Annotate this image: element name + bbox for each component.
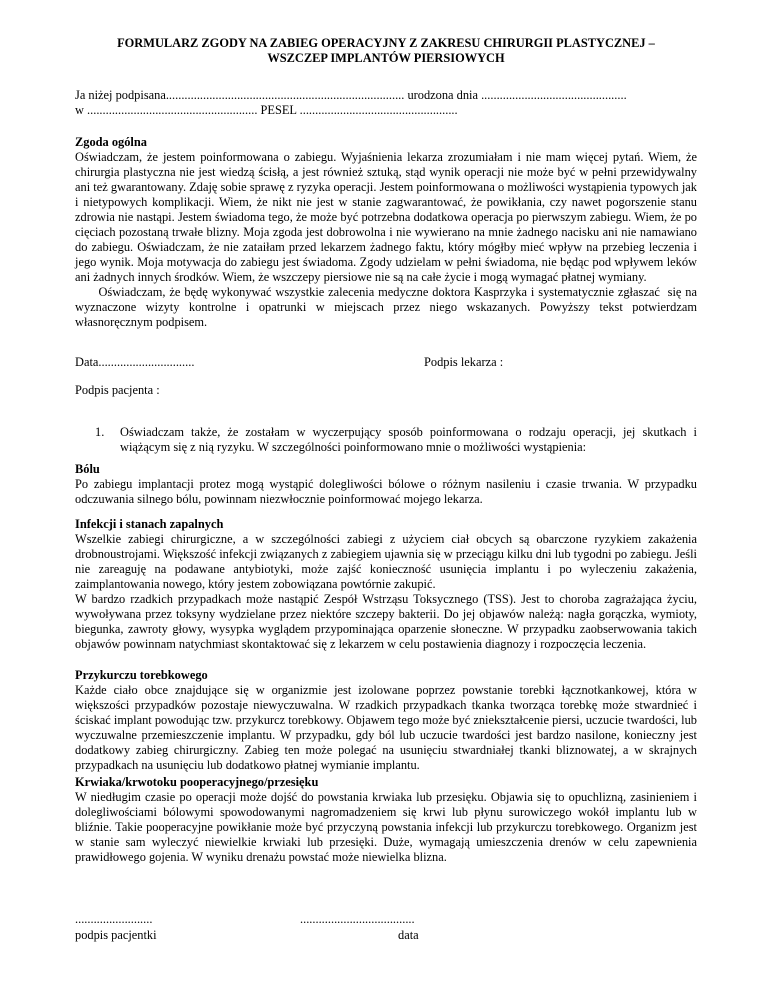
contracture-text: Każde ciało obce znajdujące się w organizmie jest izolowane poprzez powstanie torebki łącznotkankowej, która w większości przypadków pozostaje niewyczuwalna. W rzadkich przypadkach tkanka tworząca torebkę może stwardnieć i ściskać implant powodując tzw. przykurcz torebkowy. Objawem tego może być zniekształcenie piersi, uczucie twardości, lub wyczuwalne przemieszczenie implantu. W przypadku, gdy ból lub uczucie twardości jest bardzo nasilone, konieczny jest dodatkowy zabieg chirurgiczny. Zabieg ten może polegać na usunięciu stwardniałej tkanki bliznowatej, a w skrajnych przypadkach na usunięciu lub dodatkowo płatnej wymianie implantu. bbox=[75, 683, 697, 772]
patient-signature-line[interactable]: ......................... bbox=[75, 912, 153, 926]
pain-section bbox=[75, 462, 697, 507]
general-consent-section bbox=[75, 135, 701, 330]
patient-identity-section bbox=[75, 88, 697, 118]
pain-text: Po zabiegu implantacji protez mogą wystąpić dolegliwości bólowe o różnym nasileniu i czasie trwania. W przypadku odczuwania silnego bólu, powinnam niezwłocznie poinformować mojego lekarza. bbox=[75, 477, 697, 506]
general-consent-heading: Zgoda ogólna bbox=[75, 135, 147, 149]
place-pesel-field[interactable]: w ....................................................... PESEL ................................................... bbox=[75, 103, 458, 117]
title-line-1: FORMULARZ ZGODY NA ZABIEG OPERACYJNY Z ZAKRESU CHIRURGII PLASTYCZNEJ – bbox=[117, 36, 655, 50]
patient-signature-label: Podpis pacjenta : bbox=[75, 383, 160, 397]
name-birthdate-field[interactable]: Ja niżej podpisana............................................................................. urodzona dnia ............................................... bbox=[75, 88, 627, 102]
title-line-2: WSZCZEP IMPLANTÓW PIERSIOWYCH bbox=[267, 51, 505, 65]
statement-number: 1. bbox=[95, 425, 105, 439]
statement-text: Oświadczam także, że zostałam w wyczerpujący sposób poinformowana o rodzaju operacji, jej skutkach i wiążącym się z nią ryzyku. W szczególności poinformowano mnie o możliwości wystąpienia: bbox=[120, 425, 697, 454]
date-field[interactable]: Data............................... bbox=[75, 355, 195, 369]
date-signature-line[interactable]: ..................................... bbox=[300, 912, 415, 926]
infection-text-2: W bardzo rzadkich przypadkach może nastąpić Zespół Wstrząsu Toksycznego (TSS). Jest to choroba zagrażająca życiu, wywoływana przez toksyny wydzielane przez niektóre szczepy bakterii. Do jej objawów należą: nagła gorączka, wymioty, biegunka, zawroty głowy, wysypka wyglądem przypominająca oparzenie słoneczne. W przypadku zaobserwowania takich objawów powinnam natychmiast skontaktować się z lekarzem w celu postawienia diagnozy i rozpoczęcia leczenia. bbox=[75, 592, 697, 651]
document-title bbox=[75, 36, 697, 66]
date-caption: data bbox=[398, 928, 419, 942]
statement-item bbox=[75, 425, 697, 455]
hematoma-heading: Krwiaka/krwotoku pooperacyjnego/przesięku bbox=[75, 775, 319, 789]
hematoma-text: W niedługim czasie po operacji może dojść do powstania krwiaka lub przesięku. Objawia się to opuchlizną, zasinieniem i dolegliwościami bólowymi spowodowanymi nagromadzeniem się krwi lub płynu surowiczego wokół implantu lub w bliźnie. Takie pooperacyjne powikłanie może być przyczyną powstania infekcji lub przykurczu torebkowego. Organizm jest w stanie sam wyleczyć niewielkie krwiaki lub przesięki. Duże, wymagają umieszczenia drenów w celu zapewnienia prawidłowego gojenia. W wyniku drenażu powstać może niewielka blizna. bbox=[75, 790, 697, 864]
infection-heading: Infekcji i stanach zapalnych bbox=[75, 517, 224, 531]
general-consent-text-2: Oświadczam, że będę wykonywać wszystkie zalecenia medyczne doktora Kasprzyka i systematycznie zgłaszać się na wyznaczone wizyty kontrolne i opatrunki w miejscach przez niego wskazanych. Powyższy tekst potwierdzam własnoręcznym podpisem. bbox=[75, 285, 701, 329]
infection-section bbox=[75, 517, 697, 652]
hematoma-section bbox=[75, 775, 697, 865]
infection-text: Wszelkie zabiegi chirurgiczne, a w szczególności zabiegi z użyciem ciał obcych są obarczone ryzykiem zakażenia drobnoustrojami. Większość infekcji związanych z zabiegiem ujawnia się w przeciągu kilku dni lub tygodni po zabiegu. Jeśli nie zareaguję na podawane antybiotyki, może zajść konieczność usunięcia implantu i po wyleczeniu zakażenia, zaimplantowania nowego, który jestem zobowiązana powtórnie zakupić. bbox=[75, 532, 697, 591]
doctor-signature-label: Podpis lekarza : bbox=[424, 355, 504, 369]
patient-signature-caption: podpis pacjentki bbox=[75, 928, 157, 942]
contracture-section bbox=[75, 668, 697, 773]
contracture-heading: Przykurczu torebkowego bbox=[75, 668, 208, 682]
pain-heading: Bólu bbox=[75, 462, 100, 476]
general-consent-text: Oświadczam, że jestem poinformowana o zabiegu. Wyjaśnienia lekarza zrozumiałam i nie mam więcej pytań. Wiem, że chirurgia plastyczna nie jest wiedzą ścisłą, a jest również sztuką, stąd wynik operacji nie może być w pełni przewidywalny ani też gwarantowany. Zdaję sobie sprawę z ryzyka operacji. Jestem poinformowana o możliwości wystąpienia typowych jak i nietypowych komplikacji. Wiem, że nikt nie jest w stanie zagwarantować, że powikłania, czy nawet pogorszenie stanu zdrowia nie nastąpi. Jestem świadoma tego, że może być potrzebna dodatkowa operacja po pierwszym zabiegu. Wiem, że po cięciach pozostaną trwałe blizny. Moja zgoda jest dobrowolna i nie wywierano na mnie żadnego nacisku ani nie namawiano do zabiegu. Oświadczam, że nie zataiłam przed lekarzem żadnego faktu, który mógłby mieć wpływ na przebieg leczenia i jego wynik. Moja motywacja do zabiegu jest świadoma. Zgody udzielam w pełni świadoma, nie będąc pod wpływem leków ani żadnych innych środków. Wiem, że wszczepy piersiowe nie są na całe życie i mogą wymagać płatnej wymiany. bbox=[75, 150, 697, 284]
